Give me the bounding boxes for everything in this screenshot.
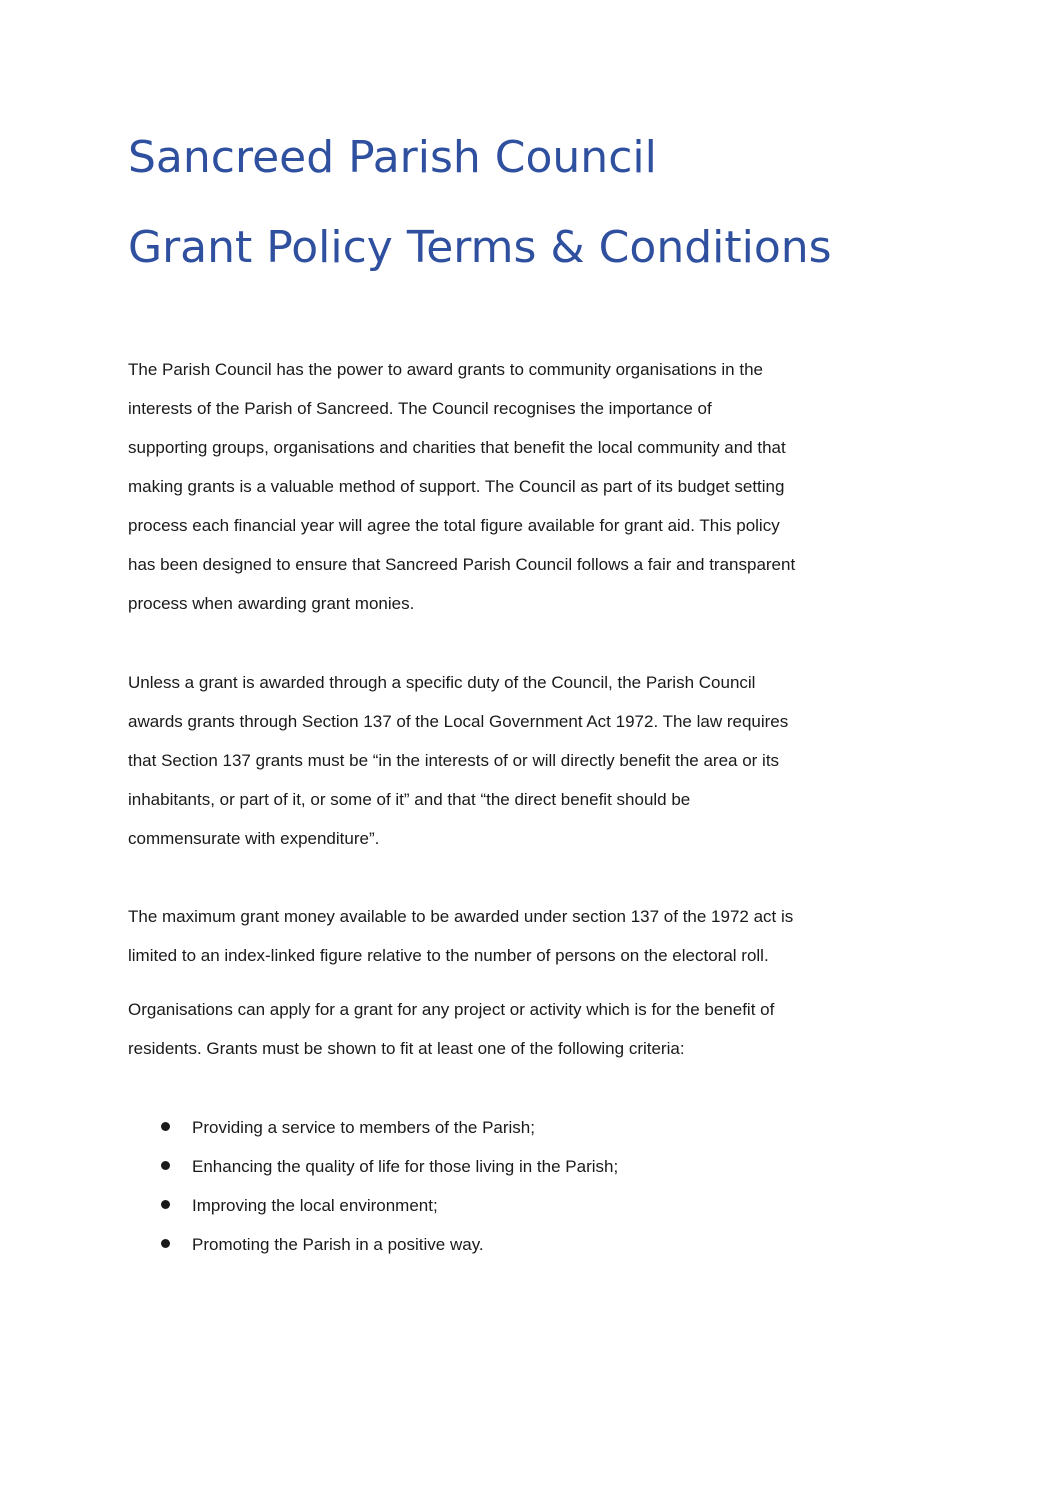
text-line: The Parish Council has the power to award grants to community organisations in the [128, 360, 763, 379]
text-line: that Section 137 grants must be “in the interests of or will directly benefit the area or its [128, 751, 780, 770]
bullet-icon [161, 1200, 170, 1209]
criteria-list [128, 1108, 918, 1264]
eligibility-paragraph [128, 990, 918, 1068]
list-item [128, 1225, 918, 1264]
bullet-icon [161, 1161, 170, 1170]
text-line: commensurate with expenditure”. [128, 829, 380, 848]
text-line: awards grants through Section 137 of the Local Government Act 1972. The law requires [128, 712, 789, 731]
text-line: making grants is a valuable method of support. The Council as part of its budget setting [128, 477, 785, 496]
text-line: process each financial year will agree the total figure available for grant aid. This policy [128, 516, 780, 535]
text-line: The maximum grant money available to be awarded under section 137 of the 1972 act is [128, 907, 794, 926]
text-line: residents. Grants must be shown to fit at least one of the following criteria: [128, 1039, 685, 1058]
policy-title: Grant Policy Terms & Conditions [128, 222, 832, 273]
text-line: has been designed to ensure that Sancreed Parish Council follows a fair and transparent [128, 555, 796, 574]
text-line: Organisations can apply for a grant for any project or activity which is for the benefit of [128, 1000, 775, 1019]
text-line: Unless a grant is awarded through a specific duty of the Council, the Parish Council [128, 673, 756, 692]
list-item [128, 1186, 918, 1225]
criteria-text: Promoting the Parish in a positive way. [192, 1235, 484, 1254]
text-line: supporting groups, organisations and charities that benefit the local community and that [128, 438, 786, 457]
bullet-icon [161, 1122, 170, 1131]
text-line: process when awarding grant monies. [128, 594, 415, 613]
list-item [128, 1147, 918, 1186]
text-line: limited to an index-linked figure relative to the number of persons on the electoral roll. [128, 946, 769, 965]
criteria-text: Enhancing the quality of life for those living in the Parish; [192, 1157, 619, 1176]
text-line: interests of the Parish of Sancreed. The Council recognises the importance of [128, 399, 712, 418]
text-line: inhabitants, or part of it, or some of it” and that “the direct benefit should be [128, 790, 691, 809]
intro-paragraph [128, 350, 918, 623]
criteria-text: Improving the local environment; [192, 1196, 438, 1215]
bullet-icon [161, 1239, 170, 1248]
list-item [128, 1108, 918, 1147]
council-title: Sancreed Parish Council [128, 132, 657, 183]
criteria-text: Providing a service to members of the Parish; [192, 1118, 535, 1137]
section-137-paragraph [128, 663, 918, 858]
maximum-grant-paragraph [128, 897, 918, 975]
